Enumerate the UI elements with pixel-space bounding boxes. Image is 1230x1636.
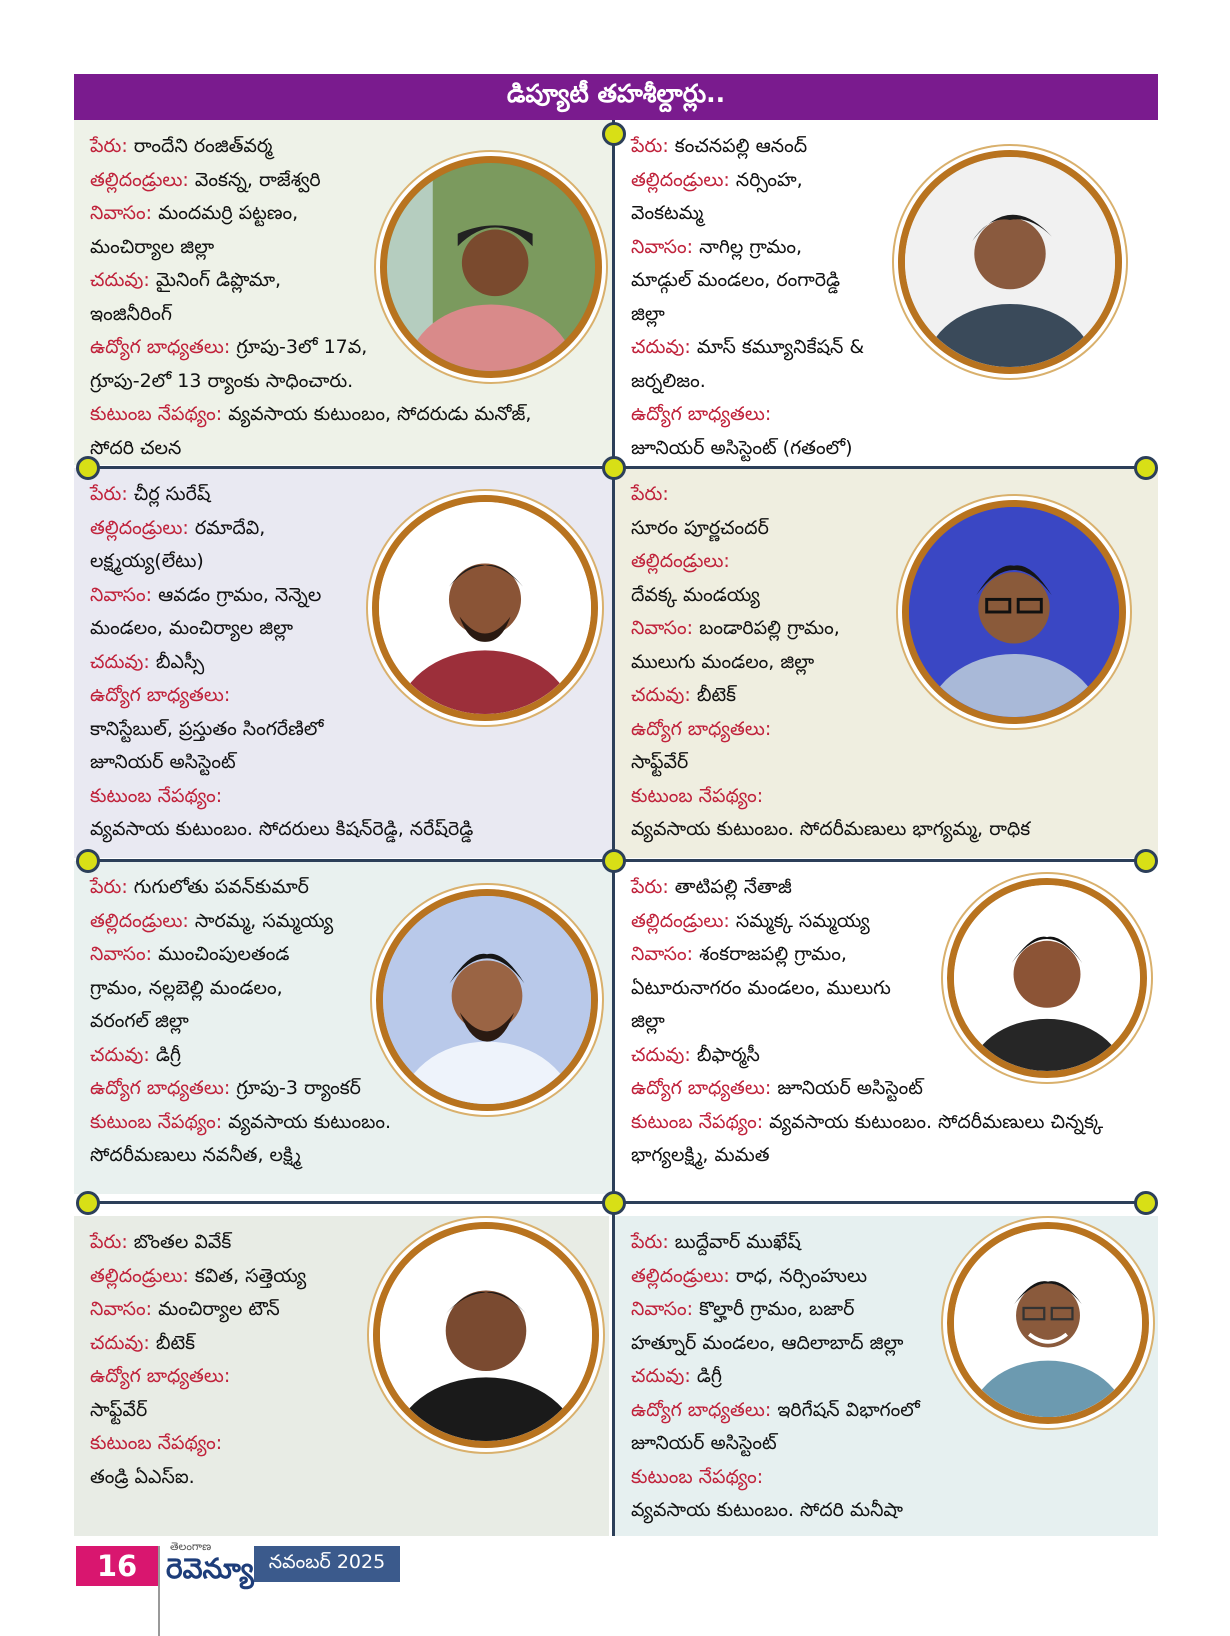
brand-tagline: తెలంగాణ: [170, 1540, 212, 1553]
field-value: డిగ్రీ: [149, 1043, 181, 1066]
field-value: వెంకటమ్మ: [631, 202, 704, 224]
field-value: జిల్లా: [631, 302, 665, 325]
field-label: కుటుంబ నేపథ్యం:: [90, 1432, 223, 1454]
field-label: తల్లిదండ్రులు:: [90, 909, 189, 932]
field-value: సాఫ్ట్‌వేర్: [90, 1398, 148, 1421]
divider-dot: [1134, 849, 1158, 873]
field-value: జర్నలిజం.: [631, 369, 706, 392]
field-value: వెంకన్న, రాజేశ్వరి: [188, 168, 321, 191]
field-label: చదువు:: [631, 1365, 691, 1387]
field-label: తల్లిదండ్రులు:: [90, 1264, 189, 1287]
field-label: చదువు:: [631, 684, 691, 706]
section-title: డిప్యూటీ తహశీల్దార్లు..: [74, 74, 1158, 120]
field-label: చదువు:: [631, 336, 691, 358]
field-value: వ్యవసాయ కుటుంబం. సోదరీమణులు భాగ్యమ్మ, రాధిక: [631, 818, 1031, 840]
field-value: వ్యవసాయ కుటుంబం. సోదరులు కిషన్‌రెడ్డి, నరేష్‌రెడ్డి: [90, 818, 474, 840]
field-label: ఉద్యోగ బాధ్యతలు:: [90, 684, 231, 706]
profile-line: [631, 1494, 1142, 1528]
field-value: ఇరిగేషన్ విభాగంలో: [771, 1398, 920, 1421]
field-label: కుటుంబ నేపథ్యం:: [631, 784, 764, 807]
field-value: కానిస్టేబుల్, ప్రస్తుతం సింగరేణిలో: [90, 717, 324, 740]
field-value: వ్యవసాయ కుటుంబం. సోదరీమణులు చిన్నక్క: [763, 1110, 1104, 1133]
field-label: చదువు:: [631, 1043, 691, 1066]
field-value: దేవక్క మండయ్య: [631, 583, 760, 606]
field-value: ములుగు మండలం, జిల్లా: [631, 650, 815, 673]
field-value: గుగులోతు పవన్‌కుమార్: [127, 876, 309, 898]
field-value: సాఫ్ట్‌వేర్: [631, 751, 689, 773]
field-value: ముంచింపులతండ: [152, 943, 290, 965]
field-value: మాస్ కమ్యూనికేషన్ &: [690, 336, 865, 358]
field-value: ఏటూరునాగరం మండలం, ములుగు: [631, 976, 891, 999]
field-label: పేరు:: [90, 876, 128, 898]
field-label: చదువు:: [90, 1331, 150, 1354]
field-label: నివాసం:: [631, 235, 694, 258]
profile-line: [90, 780, 596, 814]
field-label: కుటుంబ నేపథ్యం:: [90, 403, 223, 425]
field-label: చదువు:: [90, 269, 150, 291]
portrait-photo: [898, 150, 1122, 374]
profile-line: [631, 746, 1142, 780]
field-value: బీటెక్: [690, 684, 737, 706]
field-value: బీఎస్సీ: [149, 650, 205, 673]
profile-line: [631, 780, 1142, 814]
field-label: నివాసం:: [631, 943, 694, 965]
profile-line: [631, 1461, 1142, 1495]
field-value: సోదరీమణులు నవనీత, లక్ష్మి: [90, 1144, 301, 1166]
field-value: రమాదేవి,: [188, 516, 266, 539]
field-label: ఉద్యోగ బాధ్యతలు:: [631, 717, 772, 740]
divider-dot: [76, 456, 100, 480]
field-value: సోదరి చలన: [90, 436, 182, 459]
profile-line: [631, 130, 1142, 164]
field-value: రాందేని రంజిత్‌వర్మ: [127, 135, 273, 157]
field-value: బొంతల వివేక్: [127, 1231, 232, 1253]
field-label: ఉద్యోగ బాధ్యతలు:: [90, 1365, 231, 1387]
field-value: బీటెక్: [149, 1331, 196, 1354]
field-value: గ్రూపు-2లో 13 ర్యాంకు సాధించారు.: [90, 369, 354, 392]
field-value: బీఫార్మసీ: [690, 1043, 760, 1066]
field-value: వ్యవసాయ కుటుంబం. సోదరి మనీషా: [631, 1499, 903, 1521]
field-value: రాధ, నర్సింహులు: [729, 1264, 868, 1287]
divider-dot: [602, 122, 626, 146]
field-value: లక్ష్మయ్య(లేటు): [90, 550, 204, 572]
portrait-photo: [947, 878, 1147, 1078]
field-value: వ్యవసాయ కుటుంబం.: [222, 1110, 392, 1133]
field-label: నివాసం:: [90, 202, 153, 224]
field-value: జూనియర్ అసిస్టెంట్: [771, 1077, 923, 1099]
profile-line: [631, 398, 1142, 432]
field-label: ఉద్యోగ బాధ్యతలు:: [631, 403, 772, 425]
field-value: వ్యవసాయ కుటుంబం, సోదరుడు మనోజ్,: [222, 403, 532, 425]
field-value: మందమర్రి పట్టణం,: [152, 202, 299, 224]
field-label: చదువు:: [90, 650, 150, 673]
divider-dot: [602, 456, 626, 480]
field-value: తాటిపల్లి నేతాజీ: [668, 876, 792, 898]
profile-line: [90, 813, 596, 847]
field-value: నాగిల్ల గ్రామం,: [693, 235, 803, 258]
field-value: జూనియర్ అసిస్టెంట్: [90, 751, 236, 773]
profile-line: [631, 365, 1142, 399]
divider-dot: [76, 1191, 100, 1215]
field-label: తల్లిదండ్రులు:: [631, 168, 730, 191]
profile-line: [90, 1461, 593, 1495]
field-label: ఉద్యోగ బాధ్యతలు:: [90, 1077, 231, 1099]
field-label: తల్లిదండ్రులు:: [631, 1264, 730, 1287]
field-label: పేరు:: [631, 135, 669, 157]
profile-line: [631, 432, 1142, 466]
divider-dot: [602, 1191, 626, 1215]
field-value: బుద్దేవార్ ముఖేష్: [668, 1231, 801, 1253]
field-label: ఉద్యోగ బాధ్యతలు:: [631, 1077, 772, 1099]
field-label: నివాసం:: [90, 943, 153, 965]
profile-line: [90, 432, 596, 466]
field-label: తల్లిదండ్రులు:: [631, 909, 730, 932]
field-label: తల్లిదండ్రులు:: [90, 516, 189, 539]
field-value: నర్సింహ,: [729, 168, 803, 191]
field-value: గ్రూపు-3 ర్యాంకర్: [230, 1077, 361, 1099]
field-value: కవిత, సత్తెయ్య: [188, 1264, 307, 1287]
field-label: తల్లిదండ్రులు:: [631, 550, 730, 572]
profile-line: [631, 1106, 1142, 1140]
field-value: శంకరాజపల్లి గ్రామం,: [693, 943, 847, 965]
profile-line: [90, 713, 596, 747]
portrait-photo: [380, 156, 602, 378]
profile-line: [90, 1106, 596, 1140]
field-label: పేరు:: [631, 1231, 669, 1253]
footer-divider: [158, 1546, 160, 1636]
field-label: కుటుంబ నేపథ్యం:: [631, 1110, 764, 1133]
portrait-photo: [373, 1222, 599, 1448]
portrait-photo: [947, 1222, 1149, 1424]
field-value: మంచిర్యాల టౌన్: [152, 1298, 280, 1320]
field-label: పేరు:: [631, 483, 669, 505]
profile-line: [631, 713, 1142, 747]
profile-line: [631, 813, 1142, 847]
field-value: వరంగల్ జిల్లా: [90, 1010, 189, 1032]
portrait-photo: [376, 889, 598, 1111]
field-value: భాగ్యలక్ష్మి, మమత: [631, 1144, 770, 1166]
field-value: ఆవడం గ్రామం, నెన్నెల: [152, 583, 322, 606]
field-value: కంచనపల్లి ఆనంద్: [668, 135, 808, 157]
field-value: జూనియర్ అసిస్టెంట్ (గతంలో): [631, 436, 853, 459]
profile-line: [631, 1072, 1142, 1106]
field-value: హత్నూర్ మండలం, ఆదిలాబాద్ జిల్లా: [631, 1331, 904, 1354]
field-value: తండ్రి ఏఎస్ఐ.: [90, 1465, 195, 1488]
field-label: నివాసం:: [631, 1298, 694, 1320]
field-label: నివాసం:: [631, 617, 694, 639]
field-value: సూరం పూర్ణచందర్: [631, 516, 769, 539]
field-label: తల్లిదండ్రులు:: [90, 168, 189, 191]
divider-dot: [1134, 1191, 1158, 1215]
field-value: జూనియర్ అసిస్టెంట్: [631, 1432, 777, 1454]
divider-dot: [1134, 456, 1158, 480]
column-divider: [612, 120, 615, 1536]
profile-line: [631, 1139, 1142, 1173]
field-value: మండలం, మంచిర్యాల జిల్లా: [90, 617, 294, 639]
page-number: 16: [76, 1546, 158, 1586]
issue-date: నవంబర్ 2025: [254, 1546, 400, 1582]
field-value: సారమ్మ, సమ్మయ్య: [188, 909, 334, 932]
field-value: మంచిర్యాల జిల్లా: [90, 235, 215, 258]
field-label: కుటుంబ నేపథ్యం:: [90, 1110, 223, 1133]
field-value: మైనింగ్ డిప్లొమా,: [149, 269, 282, 291]
field-label: కుటుంబ నేపథ్యం:: [90, 784, 223, 807]
field-label: చదువు:: [90, 1043, 150, 1066]
field-value: ఇంజినీరింగ్: [90, 302, 172, 325]
field-label: పేరు:: [90, 1231, 128, 1253]
profile-line: [90, 1139, 596, 1173]
portrait-photo: [372, 495, 598, 721]
field-label: ఉద్యోగ బాధ్యతలు:: [631, 1398, 772, 1421]
divider-dot: [602, 849, 626, 873]
field-value: డిగ్రీ: [690, 1365, 722, 1387]
profile-line: [631, 1427, 1142, 1461]
field-value: గ్రూపు-3లో 17వ,: [230, 336, 368, 358]
field-value: సమ్మక్క సమ్మయ్య: [729, 909, 870, 932]
profile-line: [631, 478, 1142, 512]
brand-logo: రెవెన్యూ: [166, 1552, 254, 1585]
profile-line: [90, 746, 596, 780]
field-label: పేరు:: [90, 483, 128, 505]
field-value: కొల్హారీ గ్రామం, బజార్: [693, 1298, 855, 1320]
field-value: మాడ్గుల్ మండలం, రంగారెడ్డి: [631, 269, 841, 291]
field-label: పేరు:: [631, 876, 669, 898]
field-value: చీర్ల సురేష్: [127, 483, 211, 505]
field-label: ఉద్యోగ బాధ్యతలు:: [90, 336, 231, 358]
field-label: కుటుంబ నేపథ్యం:: [631, 1465, 764, 1488]
field-label: పేరు:: [90, 135, 128, 157]
profile-line: [90, 398, 596, 432]
field-value: జిల్లా: [631, 1010, 665, 1032]
profile-line: [90, 130, 596, 164]
portrait-photo: [902, 500, 1126, 724]
field-label: నివాసం:: [90, 583, 153, 606]
field-label: నివాసం:: [90, 1298, 153, 1320]
field-value: బండారిపల్లి గ్రామం,: [693, 617, 840, 639]
divider-dot: [76, 849, 100, 873]
field-value: గ్రామం, నల్లబెల్లి మండలం,: [90, 976, 283, 999]
